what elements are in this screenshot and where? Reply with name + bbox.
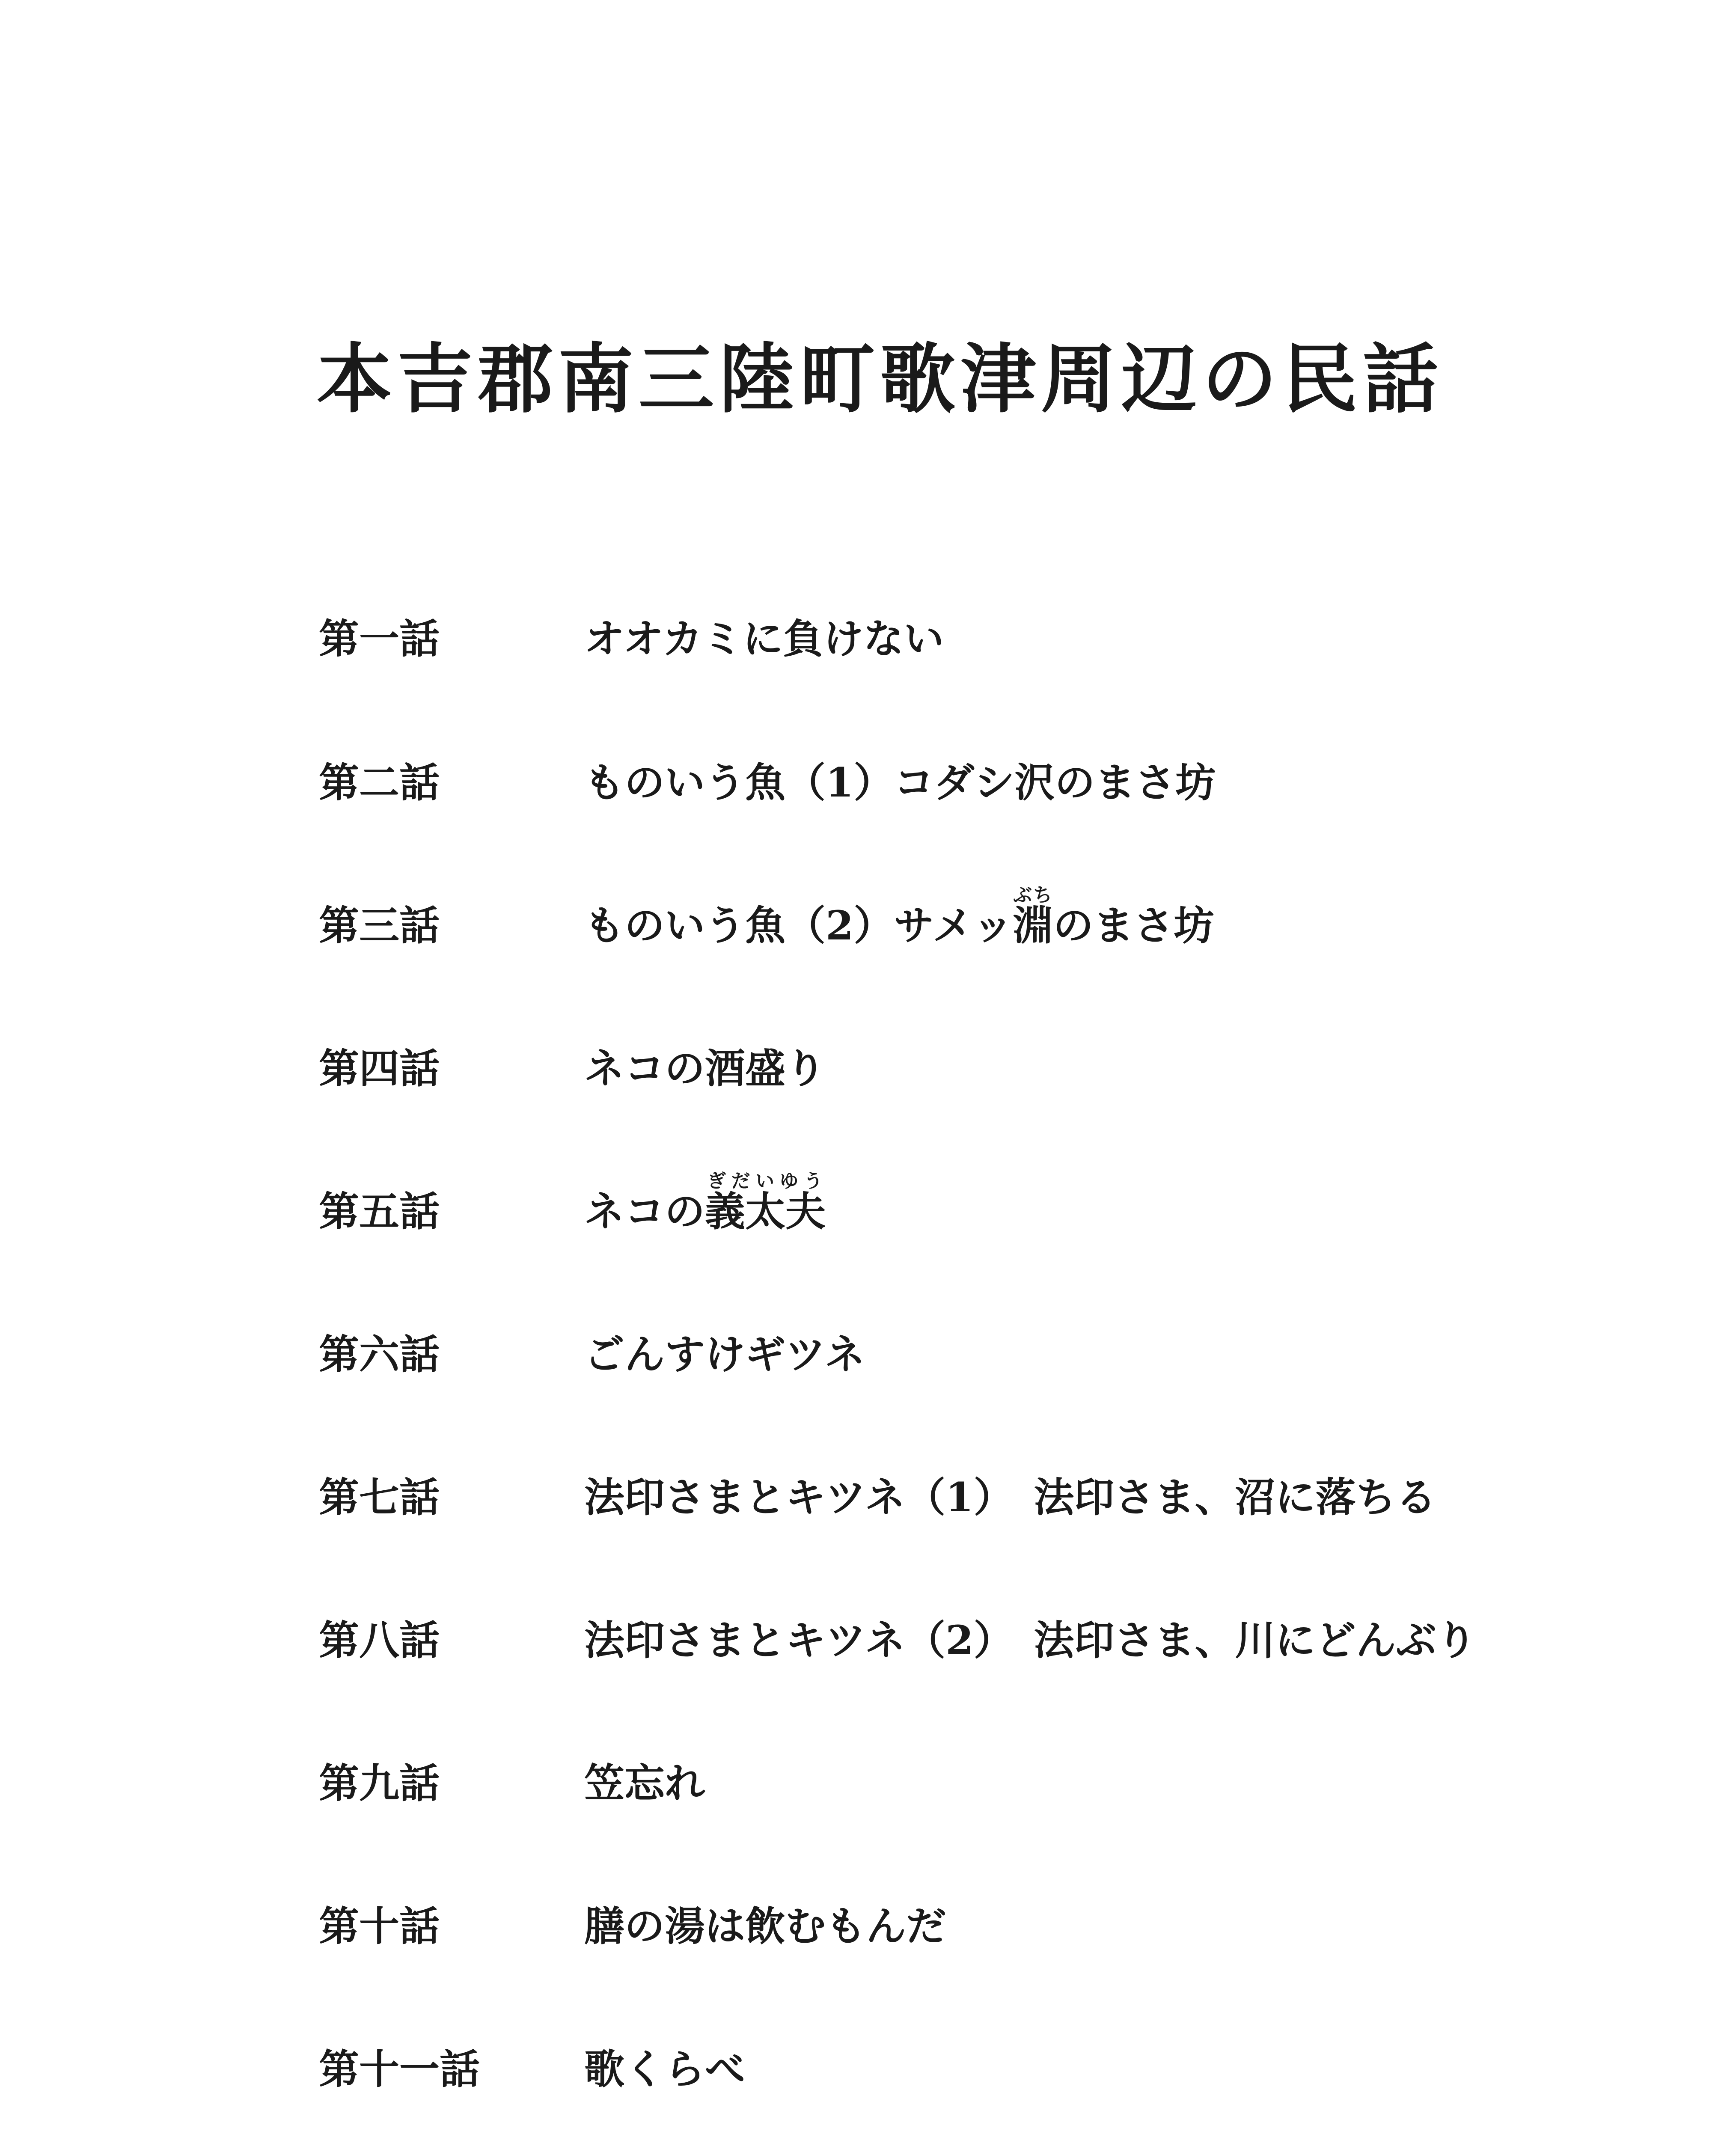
story-title [584,1170,826,1235]
story-title: ものいう魚（1）コダシ沢のまさ坊 [584,759,1216,806]
story-item[interactable] [319,2038,1474,2093]
story-item[interactable] [319,752,1474,806]
story-item[interactable] [319,1895,1474,1950]
story-title-ruby [1013,884,1053,949]
story-item[interactable] [319,1323,1474,1378]
story-number: 第四話 [319,1045,440,1092]
story-title-text: のまさ坊 [1053,902,1214,949]
story-item[interactable] [319,1466,1474,1521]
story-number: 第一話 [319,615,440,663]
story-title: 法印さまとキツネ（1） 法印さま、沼に落ちる [584,1474,1436,1521]
story-item[interactable] [319,1037,1474,1092]
story-title: オオカミに負けない [584,615,944,663]
story-title: 法印さまとキツネ（2） 法印さま、川にどんぶり [584,1617,1477,1664]
story-title: 膳の湯は飲むもんだ [584,1903,947,1950]
ruby-base: 淵 [1013,902,1053,949]
page-title: 本吉郡南三陸町歌津周辺の民話 [317,334,1444,423]
story-number: 第五話 [319,1188,440,1235]
ruby-reading: ぎだいゆう [705,1170,826,1192]
story-title: 歌くらべ [584,2046,746,2093]
ruby-base: 義太夫 [705,1188,826,1235]
story-title [584,884,1214,949]
story-number: 第八話 [319,1617,440,1664]
story-item[interactable] [319,1609,1477,1664]
ruby-reading: ぶち [1013,884,1053,906]
story-number: 第十一話 [319,2046,480,2093]
story-item[interactable] [319,884,1474,949]
story-title: ごんすけギツネ [584,1331,865,1378]
story-number: 第九話 [319,1760,440,1807]
story-title: 笠忘れ [584,1760,705,1807]
story-number: 第十話 [319,1903,440,1950]
story-number: 第三話 [319,902,440,949]
story-item[interactable] [319,1752,1474,1807]
story-title: ネコの酒盛り [584,1045,826,1092]
story-number: 第七話 [319,1474,440,1521]
story-title-text: ネコの [584,1188,705,1235]
story-item[interactable] [319,1170,1474,1235]
story-item[interactable] [319,608,1474,663]
story-number: 第六話 [319,1331,440,1378]
story-number: 第二話 [319,759,440,806]
story-title-ruby [705,1170,826,1235]
story-title-text: ものいう魚（2）サメッ [584,902,1013,949]
